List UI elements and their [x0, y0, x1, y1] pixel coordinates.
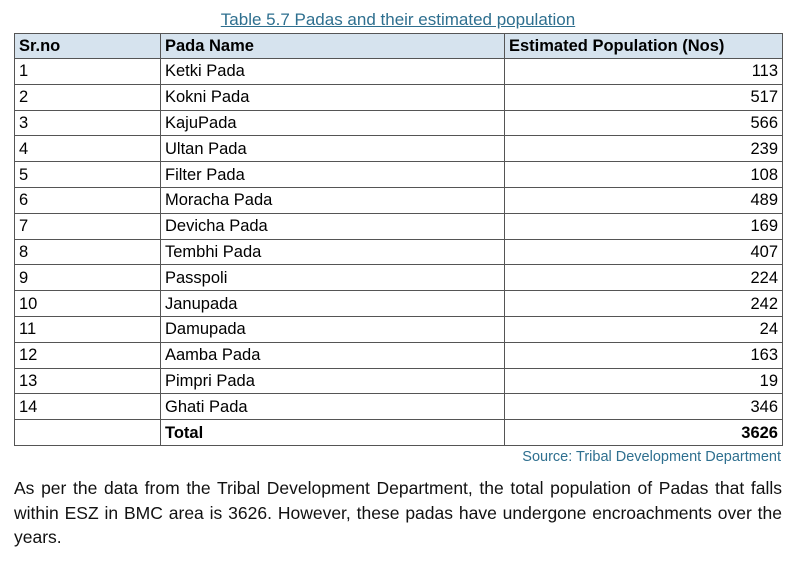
cell-pada-name: Passpoli — [161, 265, 505, 291]
cell-population: 224 — [505, 265, 783, 291]
cell-sr-no: 8 — [15, 239, 161, 265]
population-table — [14, 33, 783, 446]
table-header-row — [15, 34, 783, 59]
cell-sr-no: 14 — [15, 394, 161, 420]
cell-pada-name: Ketki Pada — [161, 59, 505, 85]
cell-population: 517 — [505, 84, 783, 110]
cell-population: 242 — [505, 291, 783, 317]
body-paragraph: As per the data from the Tribal Development Department, the total population of Padas that falls within ESZ in BMC area is 3626. However, these padas have undergone encroachments over the years. — [14, 478, 782, 547]
total-label: Total — [161, 420, 505, 446]
column-header-population: Estimated Population (Nos) — [505, 34, 783, 59]
source-note: Source: Tribal Development Department — [522, 449, 781, 465]
cell-population: 346 — [505, 394, 783, 420]
table-row — [15, 291, 783, 317]
cell-sr-no: 2 — [15, 84, 161, 110]
cell-pada-name: Aamba Pada — [161, 342, 505, 368]
table-row — [15, 239, 783, 265]
column-header-sr-no: Sr.no — [15, 34, 161, 59]
cell-pada-name: Kokni Pada — [161, 84, 505, 110]
column-header-pada-name: Pada Name — [161, 34, 505, 59]
cell-sr-no: 12 — [15, 342, 161, 368]
cell-pada-name: Ultan Pada — [161, 136, 505, 162]
cell-population: 24 — [505, 316, 783, 342]
cell-pada-name: Devicha Pada — [161, 213, 505, 239]
cell-population: 566 — [505, 110, 783, 136]
cell-population: 489 — [505, 187, 783, 213]
cell-population: 239 — [505, 136, 783, 162]
cell-pada-name: Damupada — [161, 316, 505, 342]
table-row — [15, 342, 783, 368]
cell-sr-no: 7 — [15, 213, 161, 239]
cell-population: 113 — [505, 59, 783, 85]
cell-empty — [15, 420, 161, 446]
table-row — [15, 162, 783, 188]
cell-sr-no: 3 — [15, 110, 161, 136]
table-row — [15, 59, 783, 85]
table-row — [15, 84, 783, 110]
table-row — [15, 187, 783, 213]
table-body — [15, 59, 783, 446]
cell-sr-no: 4 — [15, 136, 161, 162]
cell-population: 407 — [505, 239, 783, 265]
cell-sr-no: 9 — [15, 265, 161, 291]
cell-sr-no: 13 — [15, 368, 161, 394]
table-row — [15, 265, 783, 291]
cell-pada-name: Janupada — [161, 291, 505, 317]
table-row — [15, 368, 783, 394]
cell-sr-no: 6 — [15, 187, 161, 213]
cell-sr-no: 5 — [15, 162, 161, 188]
table-row — [15, 213, 783, 239]
cell-pada-name: Ghati Pada — [161, 394, 505, 420]
cell-sr-no: 10 — [15, 291, 161, 317]
total-value: 3626 — [505, 420, 783, 446]
table-row — [15, 136, 783, 162]
cell-sr-no: 11 — [15, 316, 161, 342]
cell-pada-name: KajuPada — [161, 110, 505, 136]
table-row — [15, 394, 783, 420]
table-row — [15, 110, 783, 136]
cell-sr-no: 1 — [15, 59, 161, 85]
cell-pada-name: Moracha Pada — [161, 187, 505, 213]
total-row — [15, 420, 783, 446]
cell-population: 169 — [505, 213, 783, 239]
table-row — [15, 316, 783, 342]
cell-population: 163 — [505, 342, 783, 368]
cell-population: 19 — [505, 368, 783, 394]
cell-pada-name: Filter Pada — [161, 162, 505, 188]
cell-population: 108 — [505, 162, 783, 188]
cell-pada-name: Pimpri Pada — [161, 368, 505, 394]
table-caption: Table 5.7 Padas and their estimated population — [220, 10, 576, 29]
cell-pada-name: Tembhi Pada — [161, 239, 505, 265]
